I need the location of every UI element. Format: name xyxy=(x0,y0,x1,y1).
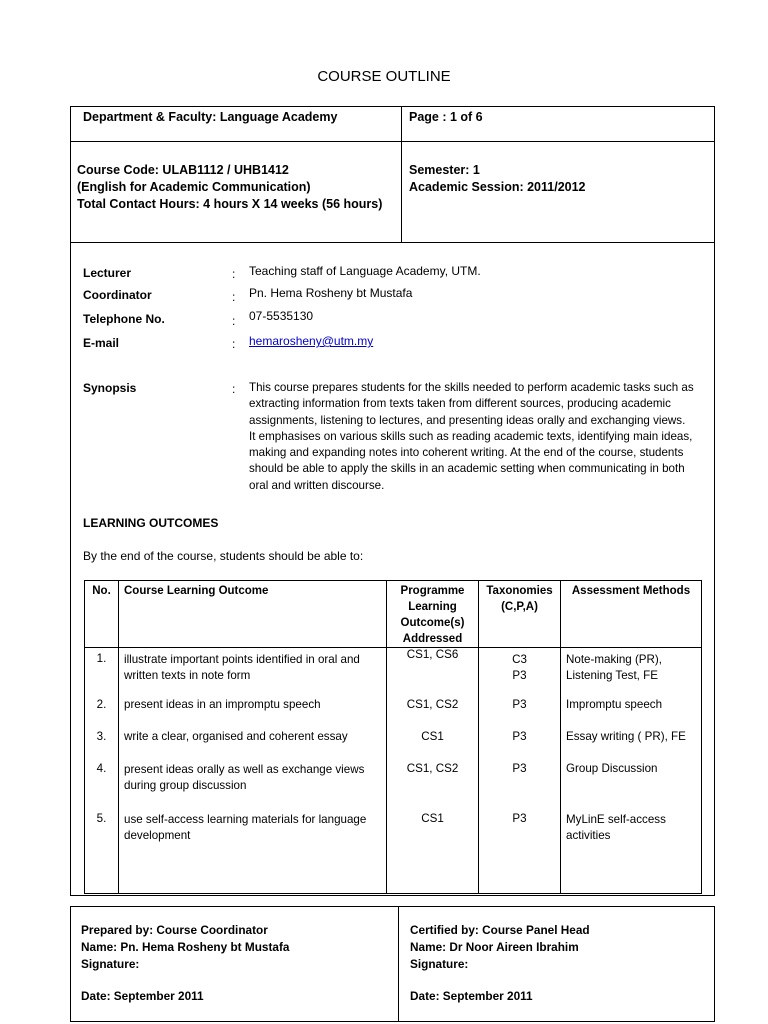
row-clo: present ideas orally as well as exchange views during group discussion xyxy=(119,762,387,812)
prepared-name-text: Name: Pn. Hema Rosheny bt Mustafa xyxy=(81,940,290,954)
contact-hours-text: Total Contact Hours: 4 hours X 14 weeks (56 hours) xyxy=(77,197,383,211)
table-row xyxy=(85,762,702,812)
document-title: COURSE OUTLINE xyxy=(317,68,451,85)
department-text: Department & Faculty: Language Academy xyxy=(83,110,338,124)
table-row xyxy=(85,730,702,762)
certified-by-text: Certified by: Course Panel Head xyxy=(410,923,590,937)
synopsis-label: Synopsis xyxy=(83,381,137,395)
telephone-label: Telephone No. xyxy=(83,312,165,326)
row-clo: write a clear, organised and coherent essay xyxy=(119,730,387,762)
email-label: E-mail xyxy=(83,336,120,350)
column-header-assessment: Assessment Methods xyxy=(561,581,702,648)
semester-text: Semester: 1 xyxy=(409,163,480,177)
row-taxonomies: C3 P3 xyxy=(479,648,561,698)
row-assessment: Essay writing ( PR), FE xyxy=(561,730,702,762)
synopsis-line: extracting information from texts taken from different sources, producing academic xyxy=(249,397,671,411)
synopsis-line: This course prepares students for the skills needed to perform academic tasks such as xyxy=(249,381,694,394)
synopsis-line: should be able to apply the skills in an academic setting when communicating in both xyxy=(249,462,685,476)
row-assessment: MyLinE self-access activities xyxy=(561,812,702,894)
page-number-text: Page : 1 of 6 xyxy=(409,110,483,124)
table-header-row xyxy=(85,581,702,648)
row-clo: illustrate important points identified in oral and written texts in note form xyxy=(119,648,387,698)
course-name-text: (English for Academic Communication) xyxy=(77,180,311,194)
coordinator-value: Pn. Hema Rosheny bt Mustafa xyxy=(249,286,413,300)
row-assessment: Group Discussion xyxy=(561,762,702,812)
table-row xyxy=(85,698,702,730)
header-course-cell xyxy=(70,141,402,243)
header-semester-cell xyxy=(401,141,715,243)
row-no: 2. xyxy=(85,698,119,730)
column-header-plo: Programme Learning Outcome(s) Addressed xyxy=(387,581,479,648)
header-department-cell xyxy=(70,106,402,142)
synopsis-text xyxy=(249,380,704,494)
learning-outcomes-heading: LEARNING OUTCOMES xyxy=(83,516,219,530)
synopsis-line: oral and written discourse. xyxy=(249,478,385,492)
prepared-by-text: Prepared by: Course Coordinator xyxy=(81,923,268,937)
certified-signature-text: Signature: xyxy=(410,957,469,971)
row-taxonomies: P3 xyxy=(479,698,561,730)
coordinator-label: Coordinator xyxy=(83,288,152,302)
row-taxonomies: P3 xyxy=(479,812,561,894)
row-no: 3. xyxy=(85,730,119,762)
lecturer-colon: : xyxy=(232,267,236,281)
table-row xyxy=(85,648,702,698)
synopsis-line: making and expanding notes into coherent writing. At the end of the course, students xyxy=(249,446,684,460)
row-no: 1. xyxy=(85,648,119,698)
table-row xyxy=(85,812,702,894)
synopsis-line: assignments, listening to lectures, and presenting ideas orally and exchanging views. xyxy=(249,413,686,427)
header-page-cell xyxy=(401,106,715,142)
row-assessment: Note-making (PR), Listening Test, FE xyxy=(561,648,702,698)
lecturer-label: Lecturer xyxy=(83,266,132,280)
row-plo: CS1, CS2 xyxy=(387,762,479,812)
row-plo: CS1, CS2 xyxy=(387,698,479,730)
prepared-signature-text: Signature: xyxy=(81,957,140,971)
email-colon: : xyxy=(232,337,236,351)
prepared-date-text: Date: September 2011 xyxy=(81,989,204,1003)
column-header-clo: Course Learning Outcome xyxy=(119,581,387,648)
prepared-by-box xyxy=(70,906,399,1022)
telephone-colon: : xyxy=(232,314,236,328)
telephone-value: 07-5535130 xyxy=(249,309,314,323)
column-header-no: No. xyxy=(85,581,119,648)
row-assessment: Impromptu speech xyxy=(561,698,702,730)
row-no: 4. xyxy=(85,762,119,812)
synopsis-colon: : xyxy=(232,382,236,396)
email-link[interactable]: hemarosheny@utm.my xyxy=(249,334,374,348)
academic-session-text: Academic Session: 2011/2012 xyxy=(409,180,586,194)
row-plo: CS1 xyxy=(387,730,479,762)
learning-outcomes-table xyxy=(84,580,702,894)
course-code-text: Course Code: ULAB1112 / UHB1412 xyxy=(77,163,289,177)
certified-date-text: Date: September 2011 xyxy=(410,989,533,1003)
row-plo: CS1, CS6 xyxy=(387,648,479,698)
row-taxonomies: P3 xyxy=(479,762,561,812)
coordinator-colon: : xyxy=(232,290,236,304)
row-no: 5. xyxy=(85,812,119,894)
row-clo: present ideas in an impromptu speech xyxy=(119,698,387,730)
synopsis-line: It emphasises on various skills such as reading academic texts, identifying main ideas, xyxy=(249,429,693,443)
row-plo: CS1 xyxy=(387,812,479,894)
column-header-taxonomies: Taxonomies (C,P,A) xyxy=(479,581,561,648)
row-clo: use self-access learning materials for language development xyxy=(119,812,387,894)
row-taxonomies: P3 xyxy=(479,730,561,762)
lecturer-value: Teaching staff of Language Academy, UTM. xyxy=(249,264,481,278)
certified-name-text: Name: Dr Noor Aireen Ibrahim xyxy=(410,940,579,954)
certified-by-box xyxy=(398,906,715,1022)
learning-outcomes-intro: By the end of the course, students should be able to: xyxy=(83,549,364,563)
